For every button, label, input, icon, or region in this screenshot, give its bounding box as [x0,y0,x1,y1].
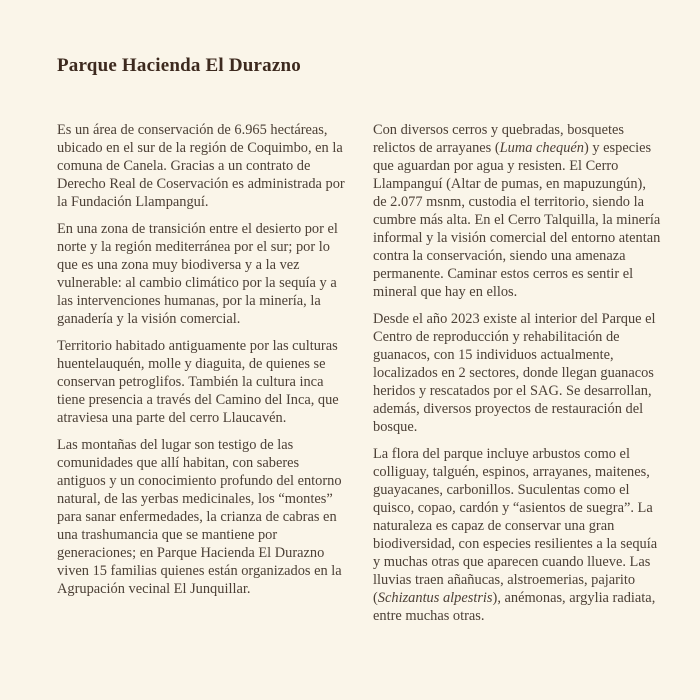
text-run: La flora del parque incluye arbustos como el colliguay, talguén, espinos, arrayanes, maitenes, guayacanes, carbonillos. Suculentas como el quisco, copao, cardón y “asientos de suegra”. La naturaleza es capaz de conservar una gran biodiversidad, con especies resilientes a la sequía y muchas otras que aparecen cuando llueve. Las lluvias traen añañucas, alstroemerias, pajarito ( [373,446,658,606]
text-run: Es un área de conservación de 6.965 hectáreas, ubicado en el sur de la región de Coquimbo, en la comuna de Canela. Gracias a un contrato de Derecho Real de Coservación es administrada por la Fundación Llampanguí. [57,122,345,210]
right-column [373,121,662,634]
paragraph [57,220,346,328]
species-name-italic: Luma chequén [499,140,584,156]
text-run: Territorio habitado antiguamente por las culturas huentelauquén, molle y diaguita, de quienes se conservan petroglifos. También la cultura inca tiene presencia a través del Camino del Inca, que atraviesa una parte del cerro Llaucavén. [57,338,339,426]
paragraph [373,445,662,625]
paragraph [57,121,346,211]
text-run: Desde el año 2023 existe al interior del Parque el Centro de reproducción y rehabilitación de guanacos, con 15 individuos actualmente, localizados en 2 sectores, donde llegan guanacos heridos y rescatados por el SAG. Se desarrollan, además, diversos proyectos de restauración del bosque. [373,311,656,435]
left-column [57,121,346,634]
text-run: Las montañas del lugar son testigo de las comunidades que allí habitan, con saberes antiguos y un conocimiento profundo del entorno natural, de las yerbas medicinales, los “montes” para sanar enfermedades, la crianza de cabras en una trashumancia que se mantiene por generaciones; en Parque Hacienda El Durazno viven 15 familias quienes están organizados en la Agrupación vecinal El Junquillar. [57,437,342,597]
text-run: Con diversos cerros y quebradas, bosquetes relictos de arrayanes ( [373,122,624,156]
text-run: En una zona de transición entre el desierto por el norte y la región mediterránea por el sur; por lo que es una zona muy biodiversa y a la vez vulnerable: al cambio climático por la sequía y a las intervenciones humanas, por la minería, la ganadería y la visión comercial. [57,221,338,327]
paragraph [57,436,346,598]
paragraph [57,337,346,427]
species-name-italic: Schizantus alpestris [377,590,493,606]
text-run: ) y especies que aguardan por agua y resisten. El Cerro Llampanguí (Altar de pumas, en mapuzungún), de 2.077 msnm, custodia el territorio, siendo la cumbre más alta. En el Cerro Talquilla, la minería informal y la visión comercial del entorno atentan contra la conservación, siendo una amenaza permanente. Caminar estos cerros es sentir el mineral que hay en ellos. [373,140,661,300]
text-columns [57,121,662,634]
paragraph [373,121,662,301]
page-title: Parque Hacienda El Durazno [57,55,301,76]
text-run: ), anémonas, argylia radiata, entre muchas otras. [373,590,656,624]
paragraph [373,310,662,436]
